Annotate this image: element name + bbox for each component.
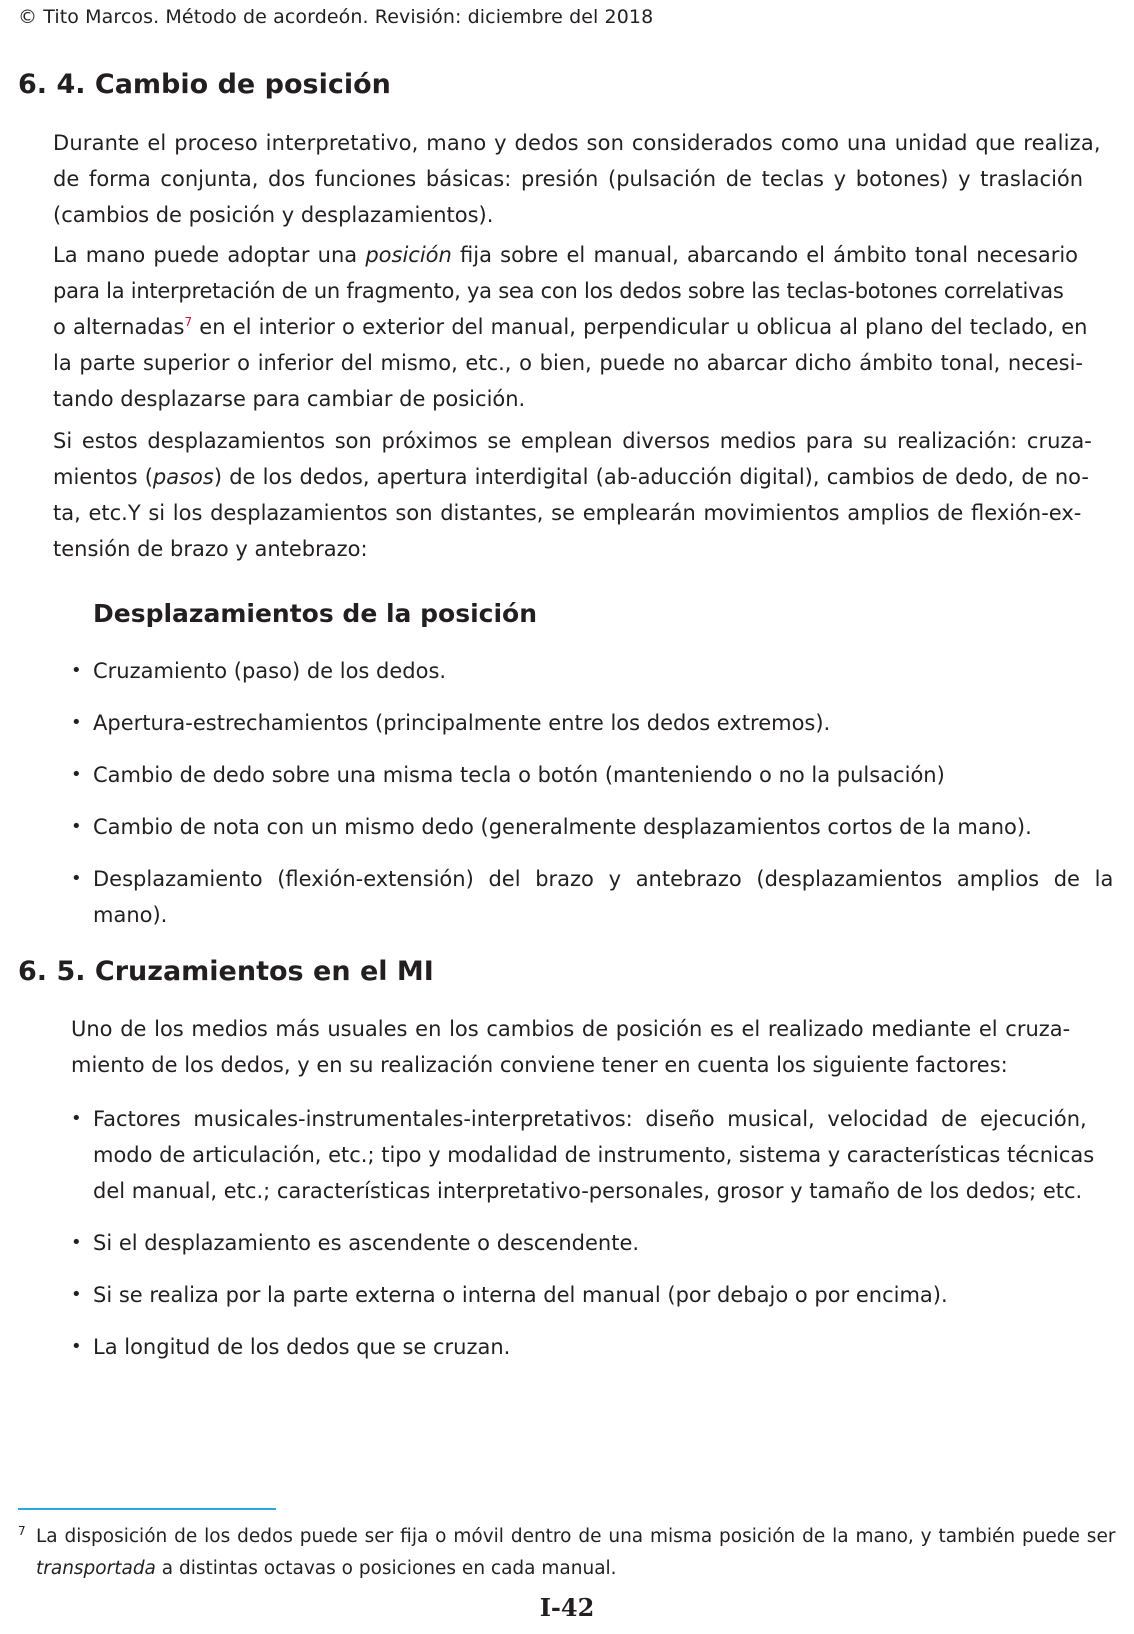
- text-run: mientos (: [53, 465, 153, 489]
- list-item: [71, 653, 1115, 689]
- text-line: para la interpretación de un fragmento, ya sea con los dedos sobre las teclas-botones correlativas: [53, 279, 1064, 303]
- text-line: [53, 237, 1115, 273]
- text-line: Uno de los medios más usuales en los cambios de posición es el realizado mediante el cruza-: [71, 1017, 1071, 1041]
- text-run: a distintas octavas o posiciones en cada manual.: [155, 1558, 617, 1579]
- paragraph-posicion: [53, 237, 1115, 417]
- bullet-icon: •: [71, 816, 82, 837]
- list-item-text: del manual, etc.; características interpretativo-personales, grosor y tamaño de los dedos; etc.: [93, 1179, 1083, 1203]
- section-heading-6-4: 6. 4. Cambio de posición: [18, 69, 391, 100]
- bullet-icon: •: [71, 868, 82, 889]
- subheading-desplazamientos: Desplazamientos de la posición: [93, 599, 538, 628]
- text-run: en el interior o exterior del manual, perpendicular u oblicua al plano del teclado, en: [192, 315, 1088, 339]
- bullet-icon: •: [71, 1336, 82, 1357]
- list-item-text: Apertura-estrechamientos (principalmente entre los dedos extremos).: [93, 711, 831, 735]
- text-line: [53, 309, 1115, 345]
- text-line: ta, etc.Y si los desplazamientos son distantes, se emplearán movimientos amplios de flexión-ex-: [53, 501, 1082, 525]
- text-run: ) de los dedos, apertura interdigital (ab-aducción digital), cambios de dedo, de no-: [213, 465, 1089, 489]
- list-item: [71, 1101, 1115, 1209]
- list-item-text: Cruzamiento (paso) de los dedos.: [93, 659, 447, 683]
- text-run: o alternadas: [53, 315, 185, 339]
- list-item-text: Si el desplazamiento es ascendente o descendente.: [93, 1231, 640, 1255]
- list-item: [71, 1225, 1115, 1261]
- footnote: [18, 1521, 1115, 1585]
- footnote-text: La disposición de los dedos puede ser fija o móvil dentro de una misma posición de la mano, y también puede ser: [36, 1526, 1116, 1547]
- section-heading-6-5: 6. 5. Cruzamientos en el MI: [18, 956, 434, 987]
- list-item-text: Factores musicales-instrumentales-interpretativos: diseño musical, velocidad de ejecución,: [93, 1107, 1087, 1131]
- text-line: tando desplazarse para cambiar de posición.: [53, 387, 526, 411]
- bullet-list-factores: [71, 1101, 1115, 1365]
- list-item: [71, 705, 1115, 741]
- emphasis-posicion: posición: [365, 243, 452, 267]
- paragraph-intro: [53, 125, 1115, 233]
- bullet-icon: •: [71, 712, 82, 733]
- list-item: [71, 1329, 1115, 1365]
- footnote-divider: [18, 1508, 276, 1510]
- running-header: © Tito Marcos. Método de acordeón. Revisión: diciembre del 2018: [18, 6, 654, 28]
- list-item: [71, 1277, 1115, 1313]
- bullet-list-desplazamientos: [71, 653, 1115, 933]
- bullet-icon: •: [71, 1232, 82, 1253]
- text-run: fija sobre el manual, abarcando el ámbito tonal necesario: [451, 243, 1079, 267]
- bullet-icon: •: [71, 764, 82, 785]
- list-item: [71, 809, 1115, 845]
- text-line: Durante el proceso interpretativo, mano y dedos son considerados como una unidad que realiza,: [53, 131, 1101, 155]
- list-item-text: La longitud de los dedos que se cruzan.: [93, 1335, 511, 1359]
- list-item-text: mano).: [93, 903, 168, 927]
- paragraph-desplazamientos: [53, 423, 1115, 567]
- bullet-icon: •: [71, 1108, 82, 1129]
- list-item-text: modo de articulación, etc.; tipo y modalidad de instrumento, sistema y características técnicas: [93, 1143, 1095, 1167]
- list-item: [71, 861, 1115, 933]
- footnote-number: 7: [18, 1524, 26, 1538]
- text-line: (cambios de posición y desplazamientos).: [53, 203, 494, 227]
- text-line: de forma conjunta, dos funciones básicas: presión (pulsación de teclas y botones) y traslación: [53, 167, 1084, 191]
- footnote-text: [18, 1553, 1115, 1585]
- text-line: la parte superior o inferior del mismo, etc., o bien, puede no abarcar dicho ámbito tonal, necesi-: [53, 351, 1083, 375]
- page-number: I-42: [539, 1593, 595, 1622]
- emphasis-pasos: pasos: [152, 465, 214, 489]
- emphasis-transportada: transportada: [36, 1558, 156, 1579]
- text-line: tensión de brazo y antebrazo:: [53, 537, 368, 561]
- footnote-marker[interactable]: 7: [184, 315, 193, 329]
- list-item: [71, 757, 1115, 793]
- text-line: [53, 459, 1115, 495]
- bullet-icon: •: [71, 1284, 82, 1305]
- text-line: miento de los dedos, y en su realización conviene tener en cuenta los siguiente factores:: [71, 1053, 1008, 1077]
- text-line: Si estos desplazamientos son próximos se emplean diversos medios para su realización: cruza-: [53, 429, 1092, 453]
- paragraph-cruzamientos: [71, 1011, 1115, 1083]
- list-item-text: Desplazamiento (flexión-extensión) del brazo y antebrazo (desplazamientos amplios de la: [93, 867, 1114, 891]
- list-item-text: Cambio de dedo sobre una misma tecla o botón (manteniendo o no la pulsación): [93, 763, 945, 787]
- bullet-icon: •: [71, 660, 82, 681]
- list-item-text: Si se realiza por la parte externa o interna del manual (por debajo o por encima).: [93, 1283, 948, 1307]
- list-item-text: Cambio de nota con un mismo dedo (generalmente desplazamientos cortos de la mano).: [93, 815, 1032, 839]
- text-run: La mano puede adoptar una: [53, 243, 366, 267]
